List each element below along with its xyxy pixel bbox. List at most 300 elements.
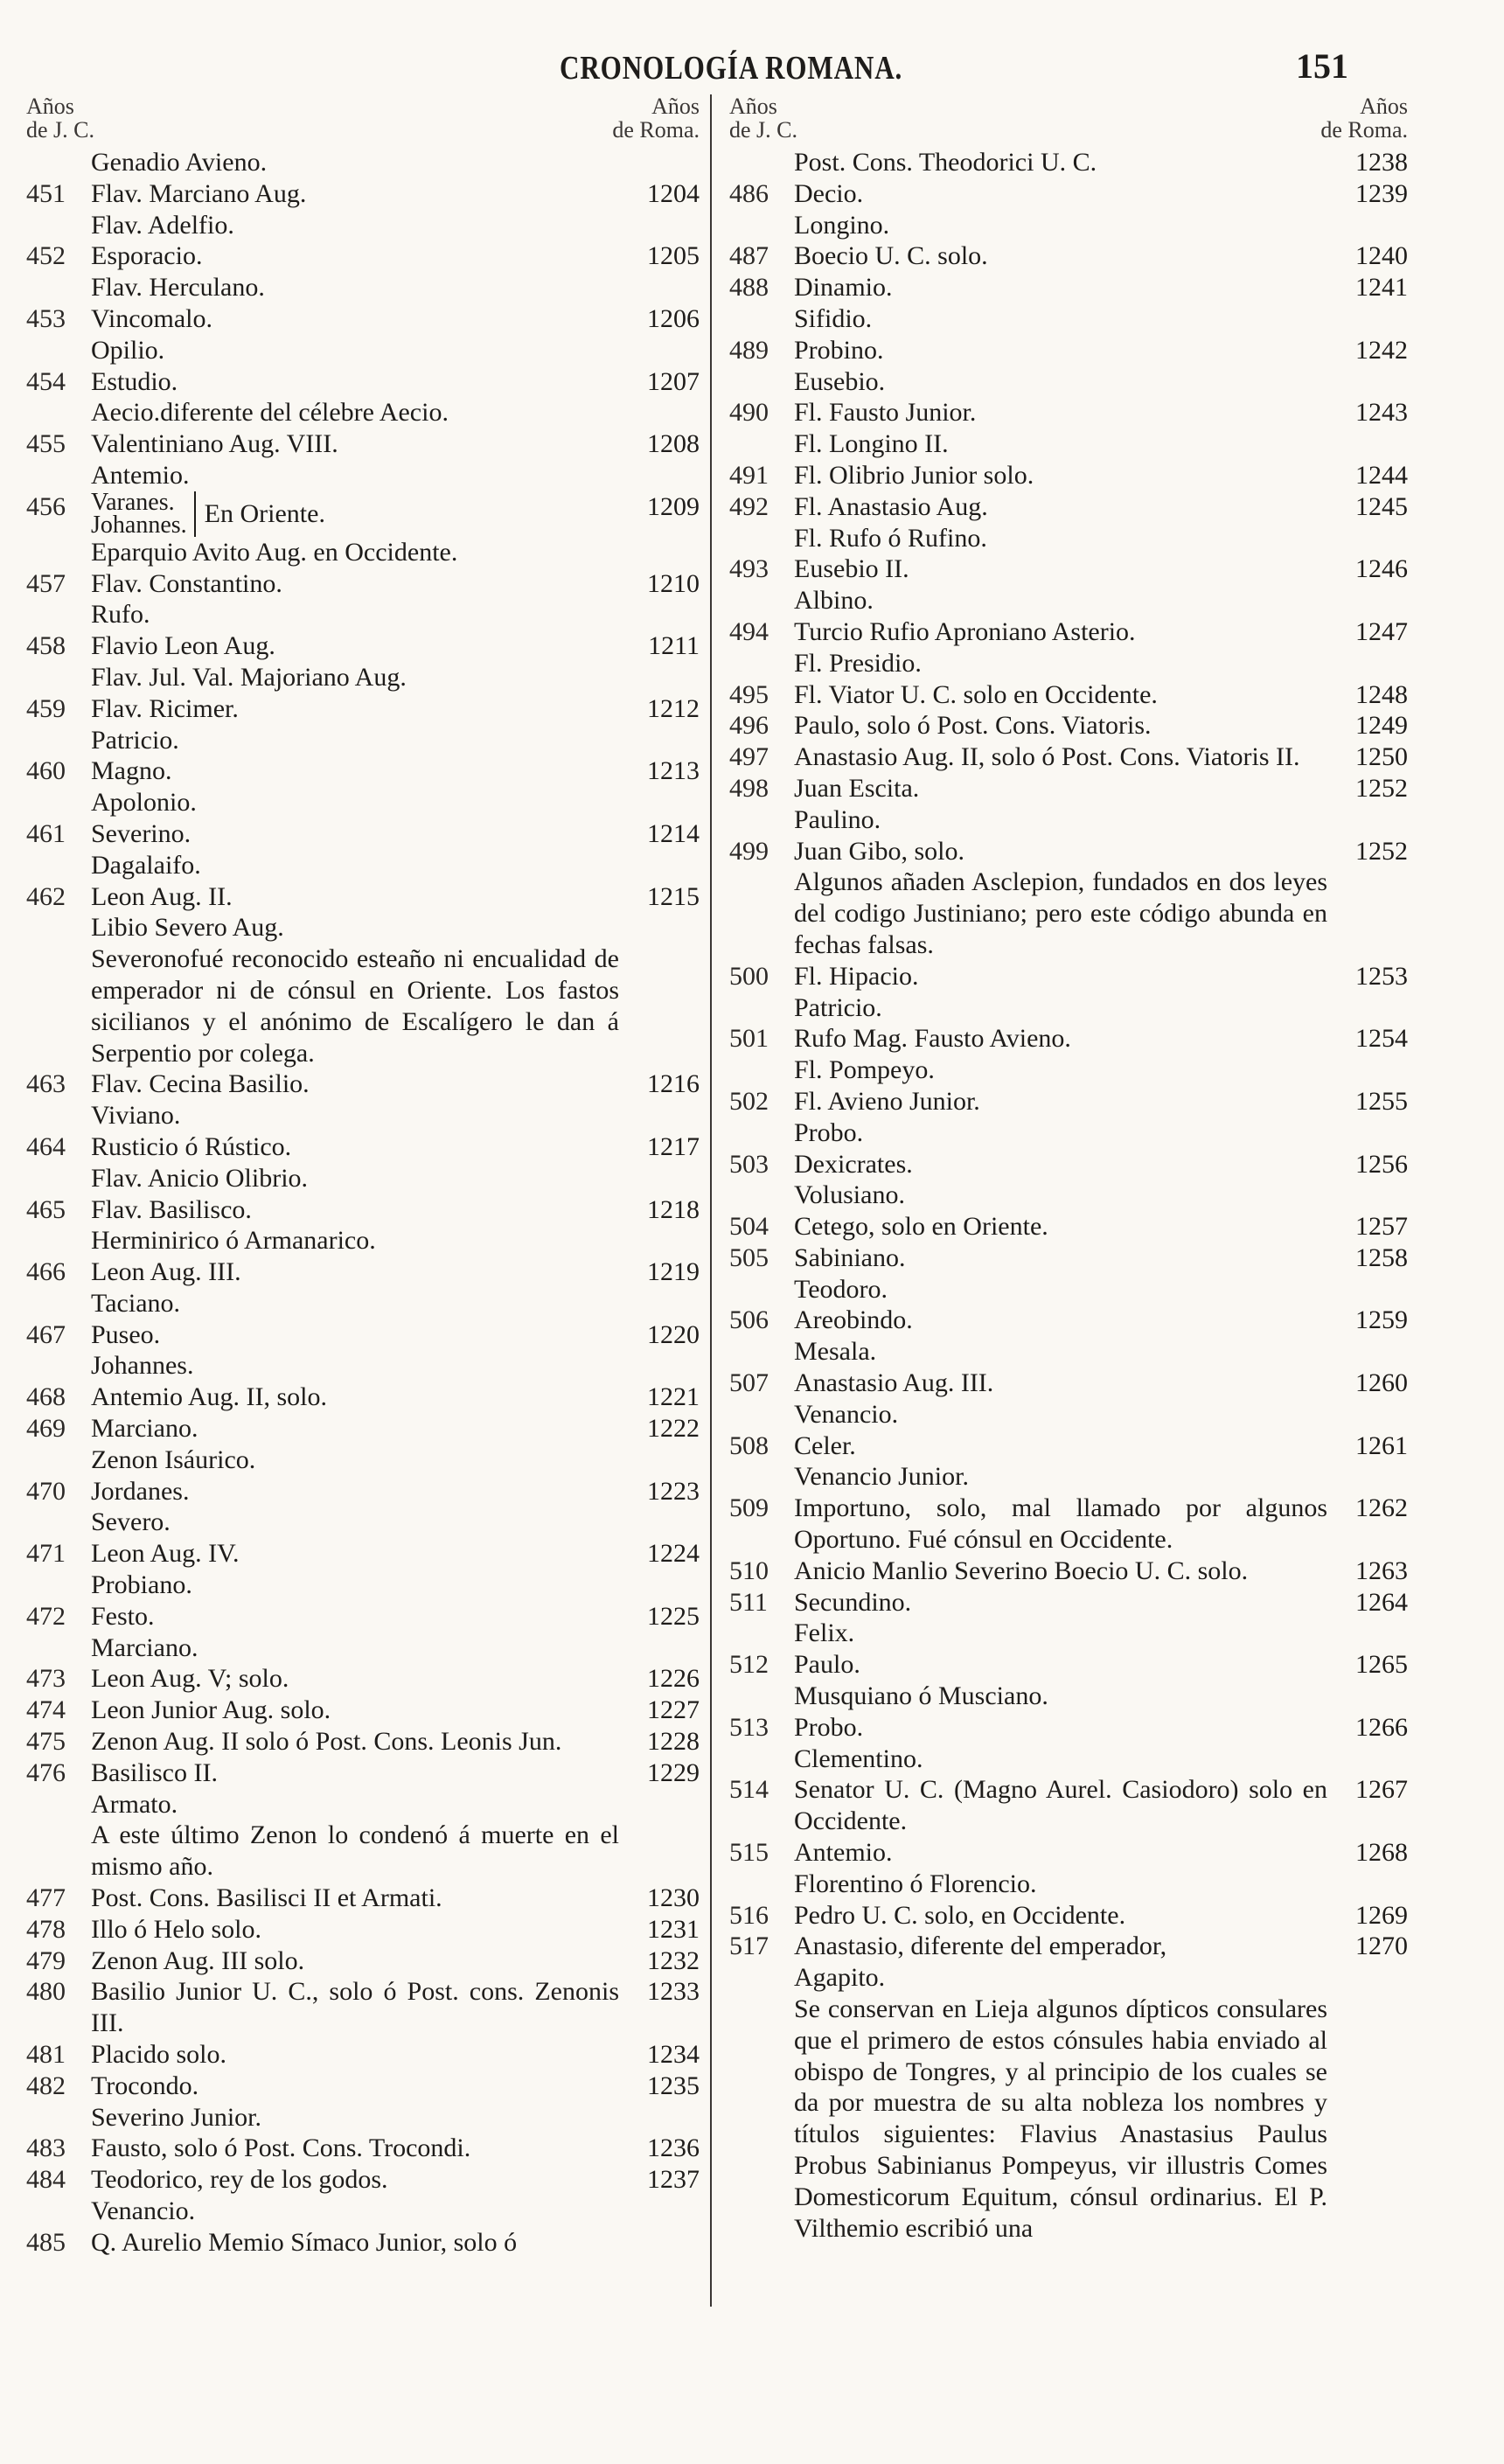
chronology-entry xyxy=(729,335,1408,366)
year-roma: 1263 xyxy=(1355,1556,1408,1585)
consul-text: Taciano. xyxy=(91,1288,181,1318)
chronology-entry xyxy=(729,741,1408,773)
year-roma: 1227 xyxy=(647,1695,700,1725)
consul-text: Longino. xyxy=(794,210,890,240)
year-ad: 484 xyxy=(26,2165,66,2195)
year-roma: 1232 xyxy=(647,1945,700,1975)
year-ad: 466 xyxy=(26,1257,66,1287)
consul-text: Marciano. xyxy=(91,1632,198,1662)
year-ad: 462 xyxy=(26,881,66,911)
consul-name: Johannes. xyxy=(91,511,187,539)
year-ad: 497 xyxy=(729,742,769,772)
chronology-entry xyxy=(26,2196,700,2227)
year-ad: 492 xyxy=(729,491,769,521)
consul-text: Juan Gibo, solo. xyxy=(794,836,964,866)
year-roma: 1234 xyxy=(647,2040,700,2070)
consul-text: Teodoro. xyxy=(794,1274,888,1304)
year-roma: 1235 xyxy=(647,2071,700,2100)
chronology-entry xyxy=(26,1100,700,1131)
year-ad: 485 xyxy=(26,2227,66,2257)
year-roma: 1268 xyxy=(1355,1838,1408,1868)
year-roma: 1217 xyxy=(647,1131,700,1161)
year-roma: 1208 xyxy=(647,429,700,459)
chronology-entry xyxy=(729,1430,1408,1462)
chronology-entry xyxy=(26,2039,700,2071)
consul-text: Anicio Manlio Severino Boecio U. C. solo. xyxy=(794,1556,1249,1585)
year-ad: 482 xyxy=(26,2071,66,2100)
chronology-entry xyxy=(26,335,700,366)
year-roma: 1264 xyxy=(1355,1587,1408,1617)
year-roma: 1209 xyxy=(647,491,700,521)
year-roma: 1237 xyxy=(647,2165,700,2195)
chronology-entry xyxy=(729,1587,1408,1618)
chronology-entry xyxy=(26,2164,700,2196)
consul-text: Armato. xyxy=(91,1789,178,1819)
consul-text: Probo. xyxy=(794,1117,864,1147)
annotation-text: A este último Zenon lo condenó á muerte en el mismo año. xyxy=(91,1820,619,1882)
chronology-entry xyxy=(26,1382,700,1413)
chronology-entry xyxy=(26,787,700,818)
consul-text: Leon Aug. IV. xyxy=(91,1539,240,1569)
consul-text: Florentino ó Florencio. xyxy=(794,1869,1037,1898)
chronology-entry xyxy=(26,1758,700,1789)
chronology-entry xyxy=(26,537,700,568)
chronology-entry xyxy=(26,1350,700,1382)
year-ad: 481 xyxy=(26,2040,66,2070)
col-head-label: Años xyxy=(1360,94,1408,119)
consul-text: Severo. xyxy=(91,1507,171,1537)
year-ad: 454 xyxy=(26,366,66,396)
consul-text: Libio Severo Aug. xyxy=(91,913,284,943)
chronology-entry xyxy=(26,943,700,1068)
chronology-entry xyxy=(729,1712,1408,1744)
chronology-entry xyxy=(729,1869,1408,1900)
consul-text: Fl. Fausto Junior. xyxy=(794,398,977,428)
consul-text: Jordanes. xyxy=(91,1476,190,1506)
chronology-entry xyxy=(729,804,1408,836)
year-ad: 486 xyxy=(729,178,769,208)
consul-text: Pedro U. C. solo, en Occidente. xyxy=(794,1900,1126,1930)
col-head-sublabel: de J. C. xyxy=(729,117,797,143)
consul-text: Illo ó Helo solo. xyxy=(91,1914,261,1944)
consul-text: Placido solo. xyxy=(91,2040,226,2070)
year-ad: 507 xyxy=(729,1368,769,1398)
year-roma: 1244 xyxy=(1355,460,1408,490)
consul-text: Estudio. xyxy=(91,366,178,396)
chronology-entry xyxy=(26,240,700,272)
chronology-entry xyxy=(26,147,700,178)
year-ad: 488 xyxy=(729,273,769,303)
chronology-entry xyxy=(729,210,1408,241)
year-ad: 498 xyxy=(729,773,769,803)
chronology-entry xyxy=(26,881,700,913)
consul-text: Paulo, solo ó Post. Cons. Viatoris. xyxy=(794,711,1152,741)
year-roma: 1216 xyxy=(647,1069,700,1099)
consul-text: Puseo. xyxy=(91,1319,161,1349)
consul-text: Leon Junior Aug. solo. xyxy=(91,1695,331,1725)
consul-text: Paulino. xyxy=(794,804,881,834)
year-roma: 1211 xyxy=(648,631,700,661)
left-entries xyxy=(26,147,700,2259)
consul-text: Trocondo. xyxy=(91,2071,199,2100)
chronology-entry xyxy=(26,1476,700,1507)
chronology-entry xyxy=(26,662,700,693)
year-roma: 1245 xyxy=(1355,491,1408,521)
year-roma: 1252 xyxy=(1355,836,1408,866)
chronology-entry xyxy=(729,428,1408,460)
year-ad: 489 xyxy=(729,335,769,365)
consul-text: Fl. Hipacio. xyxy=(794,961,919,991)
consul-text: Herminirico ó Armanarico. xyxy=(91,1226,376,1256)
year-ad: 471 xyxy=(26,1539,66,1569)
year-roma: 1254 xyxy=(1355,1024,1408,1054)
consul-text: Basilisco II. xyxy=(91,1758,218,1787)
consul-text: Dexicrates. xyxy=(794,1149,913,1179)
chronology-entry xyxy=(729,178,1408,210)
consul-text: Genadio Avieno. xyxy=(91,148,268,177)
chronology-entry xyxy=(26,2133,700,2164)
chronology-entry xyxy=(729,272,1408,303)
year-roma: 1267 xyxy=(1355,1775,1408,1805)
year-ad: 513 xyxy=(729,1712,769,1742)
consul-text: Celer. xyxy=(794,1430,856,1460)
chronology-entry xyxy=(26,1507,700,1538)
year-ad: 496 xyxy=(729,711,769,741)
chronology-entry xyxy=(729,1681,1408,1712)
year-ad: 501 xyxy=(729,1024,769,1054)
chronology-entry xyxy=(729,867,1408,960)
chronology-entry xyxy=(729,240,1408,272)
year-ad: 452 xyxy=(26,241,66,271)
chronology-entry xyxy=(729,1242,1408,1274)
chronology-entry xyxy=(729,1086,1408,1117)
consul-text: Antemio Aug. II, solo. xyxy=(91,1382,327,1412)
chronology-entry xyxy=(26,1820,700,1883)
year-ad: 503 xyxy=(729,1149,769,1179)
consul-text: Fausto, solo ó Post. Cons. Trocondi. xyxy=(91,2133,471,2163)
consul-text: Valentiniano Aug. VIII. xyxy=(91,429,338,459)
consul-text: Leon Aug. III. xyxy=(91,1257,241,1287)
year-ad: 505 xyxy=(729,1242,769,1272)
consul-text: Fl. Avieno Junior. xyxy=(794,1086,980,1116)
col-head-sublabel: de Roma. xyxy=(612,117,700,143)
chronology-entry xyxy=(729,303,1408,335)
chronology-entry xyxy=(729,1180,1408,1211)
year-ad: 511 xyxy=(729,1587,768,1617)
year-roma: 1250 xyxy=(1355,742,1408,772)
year-roma: 1230 xyxy=(647,1883,700,1913)
page-header xyxy=(0,38,1504,91)
year-ad: 517 xyxy=(729,1932,769,1961)
year-ad: 468 xyxy=(26,1382,66,1412)
year-ad: 516 xyxy=(729,1900,769,1930)
chronology-entry xyxy=(26,1789,700,1820)
consul-text: Secundino. xyxy=(794,1587,912,1617)
year-ad: 463 xyxy=(26,1069,66,1099)
year-ad: 465 xyxy=(26,1194,66,1224)
chronology-entry xyxy=(729,1461,1408,1493)
consul-text: Eusebio. xyxy=(794,366,886,396)
chronology-entry xyxy=(26,1632,700,1664)
year-roma: 1243 xyxy=(1355,398,1408,428)
year-roma: 1223 xyxy=(647,1476,700,1506)
year-roma: 1236 xyxy=(647,2133,700,2163)
consul-text: Marciano. xyxy=(91,1414,198,1444)
chronology-entry xyxy=(26,1883,700,1914)
consul-text: Turcio Rufio Aproniano Asterio. xyxy=(794,616,1136,646)
col-head-years-roma xyxy=(1320,94,1408,142)
year-roma: 1247 xyxy=(1355,616,1408,646)
col-head-years-jc xyxy=(729,94,797,142)
consul-text: Flav. Cecina Basilio. xyxy=(91,1069,310,1099)
col-head-label: Años xyxy=(651,94,700,119)
chronology-entry xyxy=(26,488,700,539)
consul-text: Venancio. xyxy=(794,1399,899,1429)
year-roma: 1246 xyxy=(1355,554,1408,584)
year-roma: 1229 xyxy=(647,1758,700,1787)
year-roma: 1218 xyxy=(647,1194,700,1224)
chronology-entry xyxy=(26,1319,700,1351)
consul-text: Severino Junior. xyxy=(91,2102,261,2132)
consul-text: Flav. Constantino. xyxy=(91,568,282,598)
consul-text: Flav. Anicio Olibrio. xyxy=(91,1163,309,1193)
consul-text: Zenon Aug. III solo. xyxy=(91,1945,305,1975)
chronology-entry xyxy=(729,1305,1408,1336)
consul-text: Fl. Olibrio Junior solo. xyxy=(794,460,1034,490)
consul-text: Apolonio. xyxy=(91,788,197,818)
year-roma: 1210 xyxy=(647,568,700,598)
consul-text: Sabiniano. xyxy=(794,1242,906,1272)
consul-text: Leon Aug. II. xyxy=(91,881,233,911)
consul-text: Flav. Herculano. xyxy=(91,273,265,303)
consul-names-group xyxy=(91,488,196,539)
consul-text: Flavio Leon Aug. xyxy=(91,631,275,661)
chronology-entry xyxy=(26,1570,700,1601)
consul-text: Eusebio II. xyxy=(794,554,909,584)
year-roma: 1225 xyxy=(647,1601,700,1631)
year-ad: 480 xyxy=(26,1977,66,2007)
year-roma: 1207 xyxy=(647,366,700,396)
year-roma: 1256 xyxy=(1355,1149,1408,1179)
year-ad: 472 xyxy=(26,1601,66,1631)
year-ad: 455 xyxy=(26,429,66,459)
consul-text: Musquiano ó Musciano. xyxy=(794,1681,1048,1711)
chronology-entry xyxy=(729,491,1408,523)
consul-text: Severino. xyxy=(91,818,191,848)
year-roma: 1213 xyxy=(647,756,700,786)
chronology-entry xyxy=(26,912,700,943)
consul-text: Post. Cons. Basilisci II et Armati. xyxy=(91,1883,442,1913)
chronology-entry xyxy=(26,272,700,303)
column-divider xyxy=(710,94,712,2307)
right-column xyxy=(729,91,1408,2244)
chronology-entry xyxy=(729,836,1408,867)
consul-text: Juan Escita. xyxy=(794,773,920,803)
consul-text: Vincomalo. xyxy=(91,303,212,333)
chronology-entry xyxy=(26,1225,700,1256)
year-ad: 515 xyxy=(729,1838,769,1868)
chronology-entry xyxy=(729,1336,1408,1368)
chronology-entry xyxy=(26,818,700,850)
chronology-entry xyxy=(26,1663,700,1695)
year-ad: 510 xyxy=(729,1556,769,1585)
consul-text: Anastasio, diferente del emperador, xyxy=(794,1932,1167,1961)
chronology-entry xyxy=(729,1994,1408,2244)
year-roma: 1221 xyxy=(647,1382,700,1412)
chronology-entry xyxy=(729,1368,1408,1399)
consul-text: Rufo. xyxy=(91,600,150,630)
page-number: 151 xyxy=(1296,46,1348,86)
chronology-entry xyxy=(729,616,1408,648)
chronology-entry xyxy=(729,1556,1408,1587)
consul-text: Boecio U. C. solo. xyxy=(794,241,988,271)
consul-text: Zenon Isáurico. xyxy=(91,1444,256,1474)
year-ad: 451 xyxy=(26,178,66,208)
consul-text: Q. Aurelio Memio Símaco Junior, solo ó xyxy=(91,2227,518,2257)
year-ad: 467 xyxy=(26,1319,66,1349)
right-column-header xyxy=(729,91,1408,147)
chronology-entry xyxy=(729,1117,1408,1149)
consul-text: Opilio. xyxy=(91,335,165,365)
year-roma: 1226 xyxy=(647,1664,700,1694)
chronology-entry xyxy=(729,523,1408,554)
chronology-entry xyxy=(729,1055,1408,1086)
year-roma: 1261 xyxy=(1355,1430,1408,1460)
year-roma: 1269 xyxy=(1355,1900,1408,1930)
consul-text: Volusiano. xyxy=(794,1180,905,1210)
chronology-entry xyxy=(729,585,1408,616)
year-ad: 464 xyxy=(26,1131,66,1161)
chronology-entry xyxy=(729,710,1408,741)
chronology-entry xyxy=(26,850,700,881)
chronology-entry xyxy=(729,1774,1408,1837)
year-ad: 487 xyxy=(729,241,769,271)
year-ad: 509 xyxy=(729,1493,769,1523)
year-roma: 1240 xyxy=(1355,241,1408,271)
chronology-entry xyxy=(729,1274,1408,1305)
chronology-entry xyxy=(26,366,700,398)
year-roma: 1206 xyxy=(647,303,700,333)
consul-text: Flav. Ricimer. xyxy=(91,693,239,723)
consul-text: Paulo. xyxy=(794,1650,860,1680)
chronology-entry xyxy=(26,630,700,662)
year-roma: 1204 xyxy=(647,178,700,208)
consul-text: Sifidio. xyxy=(794,303,873,333)
year-roma: 1241 xyxy=(1355,273,1408,303)
year-ad: 460 xyxy=(26,756,66,786)
year-roma: 1266 xyxy=(1355,1712,1408,1742)
consul-text: Flav. Basilisco. xyxy=(91,1194,252,1224)
consul-text: Fl. Anastasio Aug. xyxy=(794,491,988,521)
chronology-entry xyxy=(729,553,1408,585)
year-roma: 1262 xyxy=(1355,1493,1408,1523)
chronology-entry xyxy=(729,366,1408,398)
consul-text: Flav. Marciano Aug. xyxy=(91,178,307,208)
chronology-entry xyxy=(26,1976,700,2039)
chronology-entry xyxy=(26,1695,700,1726)
consul-text: Leon Aug. V; solo. xyxy=(91,1664,289,1694)
chronology-entry xyxy=(26,1413,700,1444)
chronology-entry xyxy=(729,1149,1408,1180)
year-ad: 458 xyxy=(26,631,66,661)
year-ad: 476 xyxy=(26,1758,66,1787)
year-roma: 1255 xyxy=(1355,1086,1408,1116)
chronology-entry xyxy=(26,1068,700,1100)
chronology-entry xyxy=(26,755,700,787)
year-roma: 1214 xyxy=(647,818,700,848)
chronology-entry xyxy=(729,1023,1408,1055)
consul-text: Cetego, solo en Oriente. xyxy=(794,1212,1048,1242)
col-head-years-roma xyxy=(612,94,700,142)
annotation-text: Severonofué reconocido esteaño ni encualidad de emperador ni de cónsul en Oriente. Los fastos sicilianos y el anónimo de Escalígero le dan á Serpentio por colega. xyxy=(91,944,619,1068)
year-ad: 491 xyxy=(729,460,769,490)
consul-text: Importuno, solo, mal llamado por algunos Oportuno. Fué cónsul en Occidente. xyxy=(794,1493,1327,1555)
year-roma: 1239 xyxy=(1355,178,1408,208)
year-ad: 473 xyxy=(26,1664,66,1694)
year-ad: 459 xyxy=(26,693,66,723)
consul-text: Dagalaifo. xyxy=(91,850,201,880)
year-ad: 499 xyxy=(729,836,769,866)
year-ad: 502 xyxy=(729,1086,769,1116)
page-title: CRONOLOGÍA ROMANA. xyxy=(560,50,903,87)
year-ad: 461 xyxy=(26,818,66,848)
col-head-years-jc xyxy=(26,94,94,142)
consul-text: Felix. xyxy=(794,1618,855,1648)
year-roma: 1248 xyxy=(1355,679,1408,709)
chronology-entry xyxy=(26,2102,700,2133)
chronology-entry xyxy=(26,568,700,600)
year-roma: 1228 xyxy=(647,1727,700,1757)
chronology-entry xyxy=(729,1649,1408,1681)
chronology-entry xyxy=(26,2227,700,2259)
consul-text: Venancio. xyxy=(91,2196,196,2225)
col-head-sublabel: de J. C. xyxy=(26,117,94,143)
year-roma: 1265 xyxy=(1355,1650,1408,1680)
year-ad: 477 xyxy=(26,1883,66,1913)
chronology-entry xyxy=(26,1256,700,1288)
chronology-entry xyxy=(729,992,1408,1024)
consul-text: Senator U. C. (Magno Aurel. Casiodoro) solo en Occidente. xyxy=(794,1775,1327,1836)
consul-text: Post. Cons. Theodorici U. C. xyxy=(794,148,1097,177)
year-ad: 512 xyxy=(729,1650,769,1680)
chronology-entry xyxy=(729,679,1408,711)
year-roma: 1215 xyxy=(647,881,700,911)
consul-text: Albino. xyxy=(794,586,874,616)
year-ad: 479 xyxy=(26,1945,66,1975)
year-roma: 1252 xyxy=(1355,773,1408,803)
chronology-entry xyxy=(729,397,1408,428)
col-head-label: Años xyxy=(26,94,74,119)
year-ad: 508 xyxy=(729,1430,769,1460)
consul-text: Zenon Aug. II solo ó Post. Cons. Leonis Jun. xyxy=(91,1727,562,1757)
year-roma: 1233 xyxy=(647,1977,700,2007)
consul-note: En Oriente. xyxy=(204,498,325,528)
consul-text: Probo. xyxy=(794,1712,864,1742)
consul-text: Probiano. xyxy=(91,1570,192,1600)
chronology-entry xyxy=(26,1945,700,1977)
chronology-entry xyxy=(26,1914,700,1945)
chronology-entry xyxy=(26,210,700,241)
chronology-entry xyxy=(729,648,1408,679)
year-ad: 469 xyxy=(26,1414,66,1444)
chronology-entry xyxy=(729,1399,1408,1430)
consul-text: Magno. xyxy=(91,756,172,786)
year-roma: 1238 xyxy=(1355,148,1408,177)
chronology-entry xyxy=(26,1163,700,1194)
col-head-label: Años xyxy=(729,94,777,119)
consul-text: Flav. Adelfio. xyxy=(91,210,234,240)
year-roma: 1205 xyxy=(647,241,700,271)
